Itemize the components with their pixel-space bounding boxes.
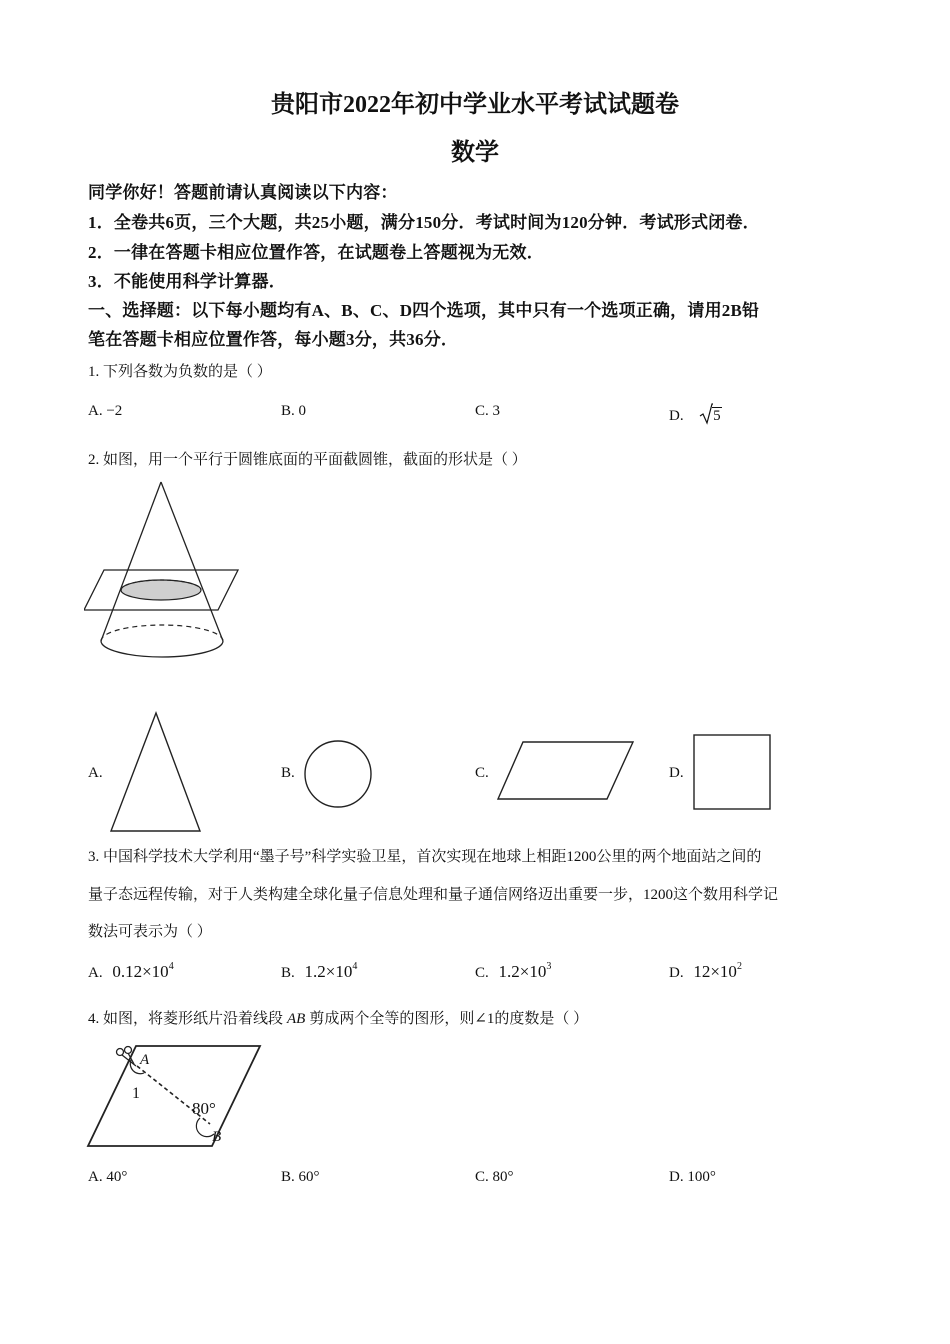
exam-title: 贵阳市2022年初中学业水平考试试题卷 <box>271 92 679 118</box>
q3-option-c-label: C. <box>475 965 489 981</box>
scissors-icon <box>117 1047 137 1067</box>
q2-option-b: B. <box>281 765 295 781</box>
q3-stem-line-1: 3. 中国科学技术大学利用“墨子号”科学实验卫星，首次实现在地球上相距1200公里的两个地面站之间的 <box>88 849 762 865</box>
q3-option-a-label: A. <box>88 965 103 981</box>
notice-greeting: 同学你好！答题前请认真阅读以下内容： <box>88 183 398 202</box>
q3-option-c-exp: 3 <box>546 961 552 972</box>
q3-option-a <box>88 962 174 982</box>
q2-option-a: A. <box>88 765 103 781</box>
q3-option-a-exp: 4 <box>168 961 174 972</box>
q3-option-b-base: 1.2×10 <box>304 962 353 981</box>
q3-stem-line-3: 数法可表示为（ ） <box>88 924 212 940</box>
circle-shape <box>302 738 374 810</box>
triangle-shape <box>108 710 204 834</box>
q3-stem-line-2: 量子态远程传输，对于人类构建全球化量子信息处理和量子通信网络迈出重要一步，1200这个数用科学记 <box>88 887 779 903</box>
q1-option-d <box>669 403 722 425</box>
q1-stem: 1. 下列各数为负数的是（ ） <box>88 364 272 380</box>
q4-option-d: D. 100° <box>669 1169 716 1185</box>
q4-option-b: B. 60° <box>281 1169 320 1185</box>
q4-figure-label-b: B <box>212 1129 222 1145</box>
q2-option-d: D. <box>669 765 684 781</box>
q4-figure-label-a: A <box>140 1052 150 1068</box>
parallelogram-shape <box>496 740 636 802</box>
subject-title: 数学 <box>451 140 499 166</box>
sqrt-radical-icon <box>699 403 713 425</box>
q4-stem-var: AB <box>287 1011 306 1027</box>
q4-stem-pre: 4. 如图，将菱形纸片沿着线段 <box>88 1011 284 1027</box>
section-heading-line-1: 一、选择题：以下每小题均有A、B、C、D四个选项，其中只有一个选项正确，请用2B铅 <box>88 301 760 320</box>
q1-option-c: C. 3 <box>475 403 501 419</box>
q3-option-a-base: 0.12×10 <box>112 962 169 981</box>
square-shape <box>692 733 772 811</box>
q3-option-d-label: D. <box>669 965 684 981</box>
q1-option-a: A. −2 <box>88 403 123 419</box>
q3-option-b-exp: 4 <box>352 961 358 972</box>
notice-rule-3: 3．不能使用科学计算器． <box>88 272 286 291</box>
q1-option-d-label: D. <box>669 408 684 424</box>
q4-stem <box>88 1007 588 1028</box>
q4-figure-angle-given: 80° <box>192 1099 216 1118</box>
q4-option-c: C. 80° <box>475 1169 514 1185</box>
q4-option-a: A. 40° <box>88 1169 128 1185</box>
cone-cut-figure <box>84 478 244 668</box>
q4-stem-mid: 剪成两个全等的图形，则∠1的度数是（ ） <box>309 1011 589 1027</box>
q2-stem: 2. 如图，用一个平行于圆锥底面的平面截圆锥，截面的形状是（ ） <box>88 452 527 468</box>
q3-option-d-exp: 2 <box>736 961 742 972</box>
rhombus-cut-figure <box>84 1040 269 1155</box>
q1-option-d-radicand: 5 <box>713 408 721 424</box>
q3-option-d-base: 12×10 <box>693 962 737 981</box>
q1-option-b: B. 0 <box>281 403 307 419</box>
q3-option-d <box>669 962 742 982</box>
q3-option-c <box>475 962 551 982</box>
q4-figure-angle-1: 1 <box>132 1085 140 1102</box>
q3-option-b <box>281 962 357 982</box>
section-heading-line-2: 笔在答题卡相应位置作答，每小题3分，共36分． <box>88 330 459 349</box>
q2-option-c: C. <box>475 765 489 781</box>
notice-rule-2: 2．一律在答题卡相应位置作答，在试题卷上答题视为无效． <box>88 243 544 262</box>
q3-option-b-label: B. <box>281 965 295 981</box>
notice-rule-1: 1．全卷共6页，三个大题，共25小题，满分150分．考试时间为120分钟．考试形式闭卷． <box>88 213 760 232</box>
q3-option-c-base: 1.2×10 <box>498 962 547 981</box>
